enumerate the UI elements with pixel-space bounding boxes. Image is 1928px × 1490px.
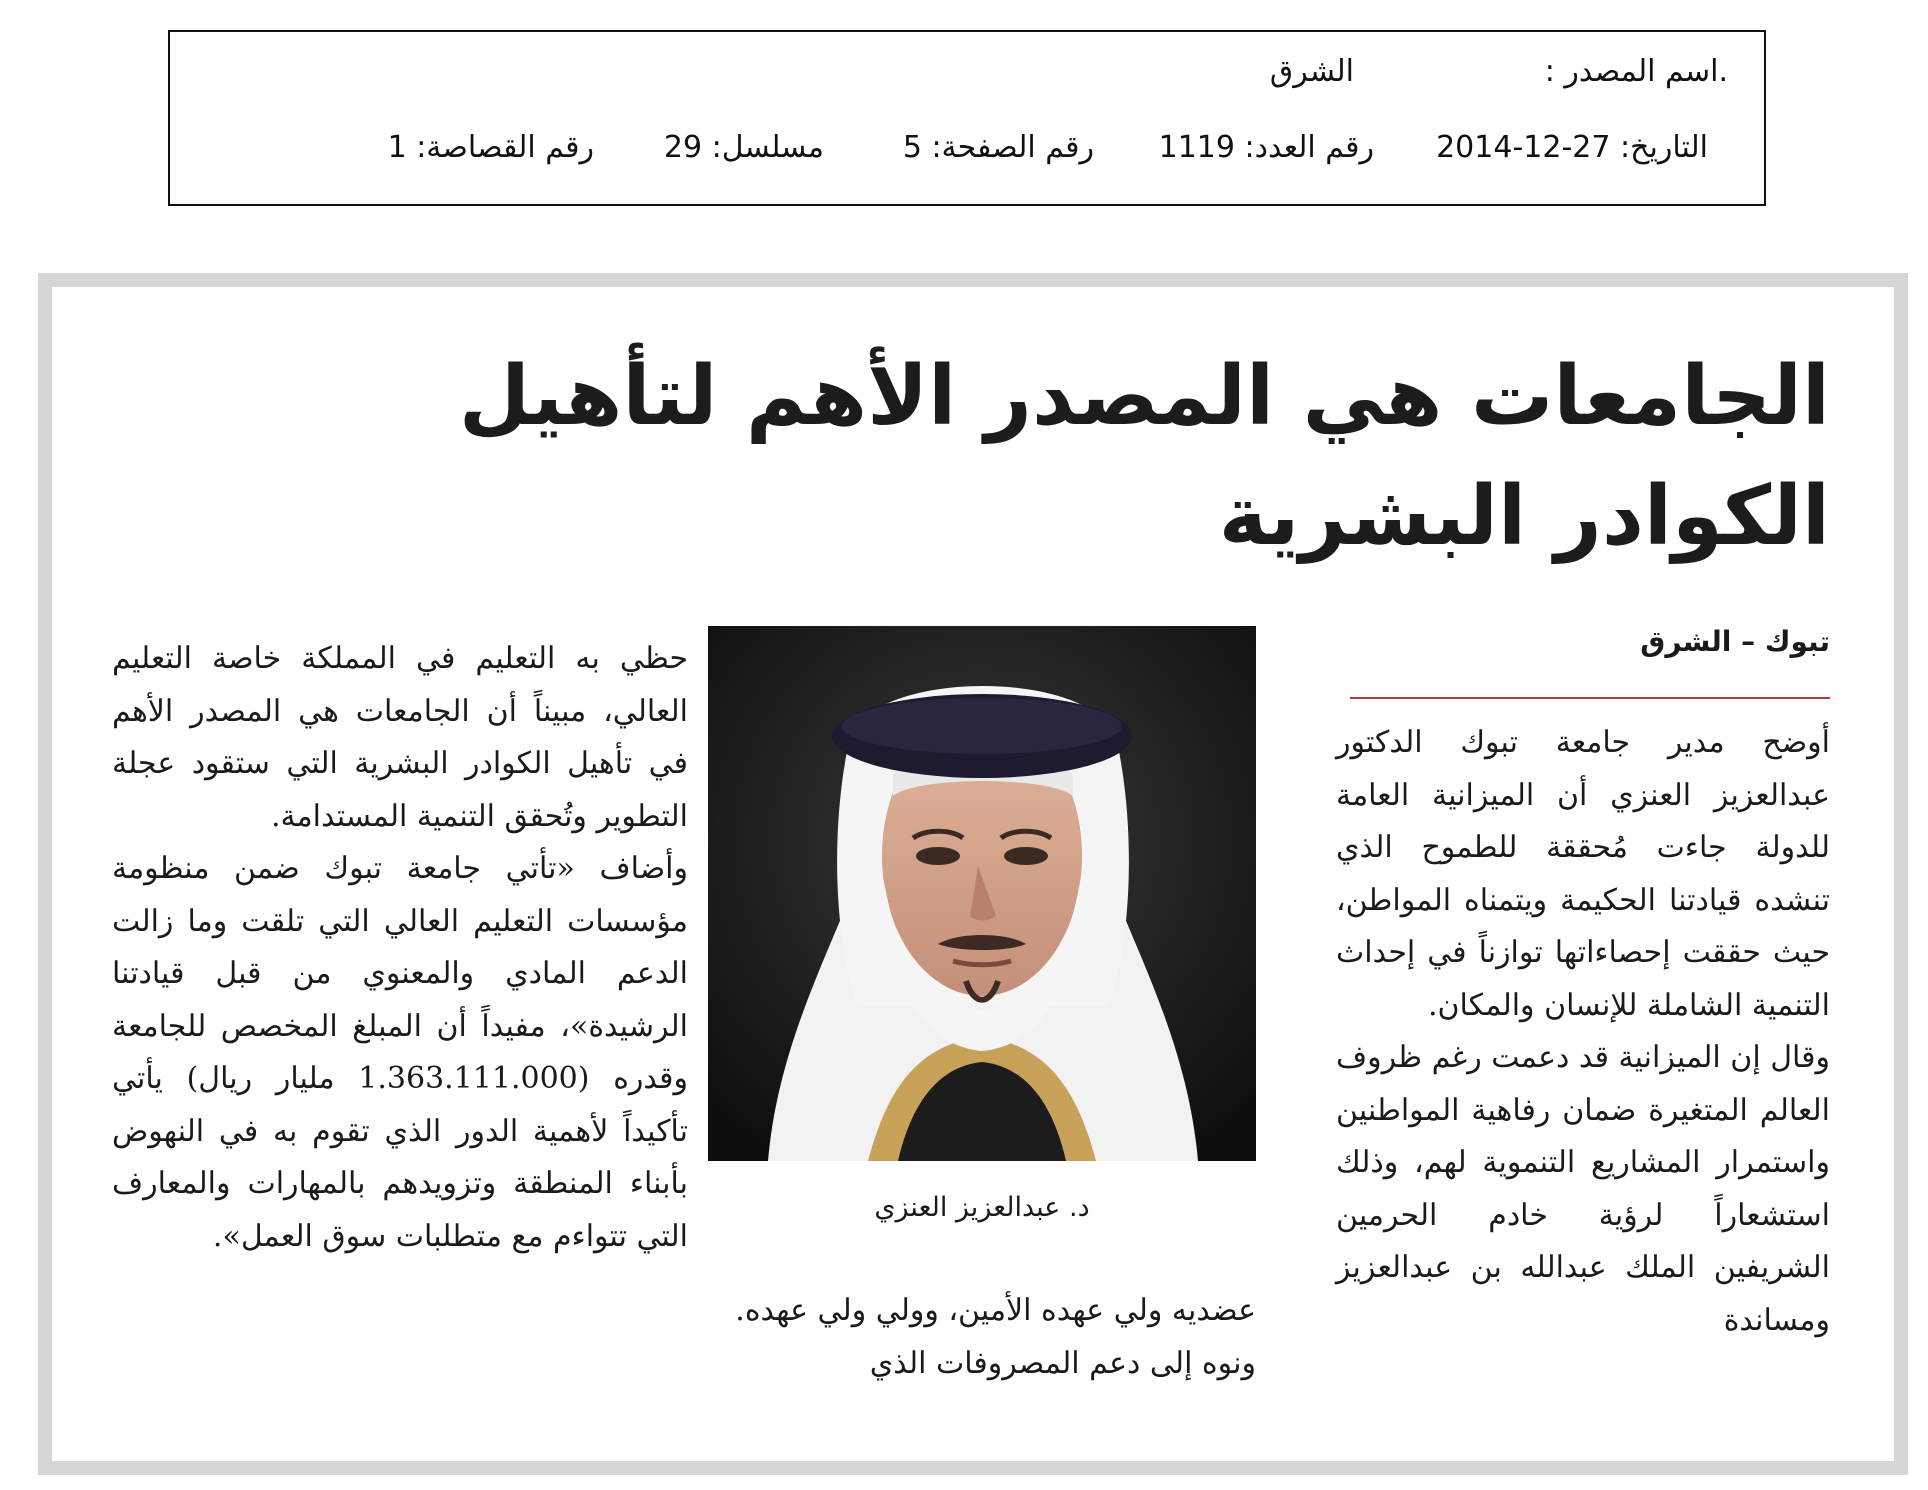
article-column-left [112,633,688,1263]
paragraph: وأضاف «تأتي جامعة تبوك ضمن منظومة مؤسسات التعليم العالي التي تلقت وما زالت الدعم المادي والمعنوي من قبل قيادتنا الرشيدة»، مفيداً أن المبلغ المخصص للجامعة وقدره (1.363.111.000 مليار ريال) يأتي تأكيداً لأهمية الدور الذي تقوم به في النهوض بأبناء المنطقة وتزويدهم بالمهارات والمعارف التي تتواءم مع متطلبات سوق العمل». [112,851,688,1254]
portrait-illustration [708,626,1256,1161]
date-field: التاريخ: 27-12-2014 [1436,130,1708,165]
paragraph: أوضح مدير جامعة تبوك الدكتور عبدالعزيز العنزي أن الميزانية العامة للدولة جاءت مُحققة للطموح الذي تنشده قيادتنا الحكيمة ويتمناه المواطن، حيث حققت إحصاءاتها توازناً في إحداث التنمية الشاملة للإنسان والمكان. [1336,725,1830,1023]
serial-field: مسلسل: 29 [663,130,824,165]
byline-divider [1350,697,1830,699]
article-column-right [1336,717,1830,1347]
paragraph: عضديه ولي عهده الأمين، وولي ولي عهده. [735,1293,1256,1328]
paragraph: ونوه إلى دعم المصروفات الذي [869,1345,1256,1381]
newspaper-clipping [38,273,1908,1475]
source-value: الشرق [1269,54,1354,89]
article-byline: تبوك – الشرق [1640,625,1830,658]
portrait-photo [708,626,1256,1161]
article-headline: الجامعات هي المصدر الأهم لتأهيل الكوادر البشرية [458,349,1830,564]
clip-number-field: رقم القصاصة: 1 [387,130,594,165]
page-number-field: رقم الصفحة: 5 [902,130,1094,165]
issue-number-field: رقم العدد: 1119 [1158,130,1374,165]
photo-caption: د. عبدالعزيز العنزي [874,1192,1090,1223]
paragraph: حظي به التعليم في المملكة خاصة التعليم العالي، مبيناً أن الجامعات هي المصدر الأهم في تأهيل الكوادر البشرية التي ستقود عجلة التطوير وتُحقق التنمية المستدامة. [112,641,688,834]
source-label: .اسم المصدر : [1544,54,1728,89]
paragraph: وقال إن الميزانية قد دعمت رغم ظروف العالم المتغيرة ضمان رفاهية المواطنين واستمرار المشاريع التنموية لهم، وذلك استشعاراً لرؤية خادم الحرمين الشريفين الملك عبدالله بن عبدالعزيز ومساندة [1336,1040,1830,1338]
clipping-metadata-box [168,30,1766,206]
article-column-middle [708,1285,1256,1390]
